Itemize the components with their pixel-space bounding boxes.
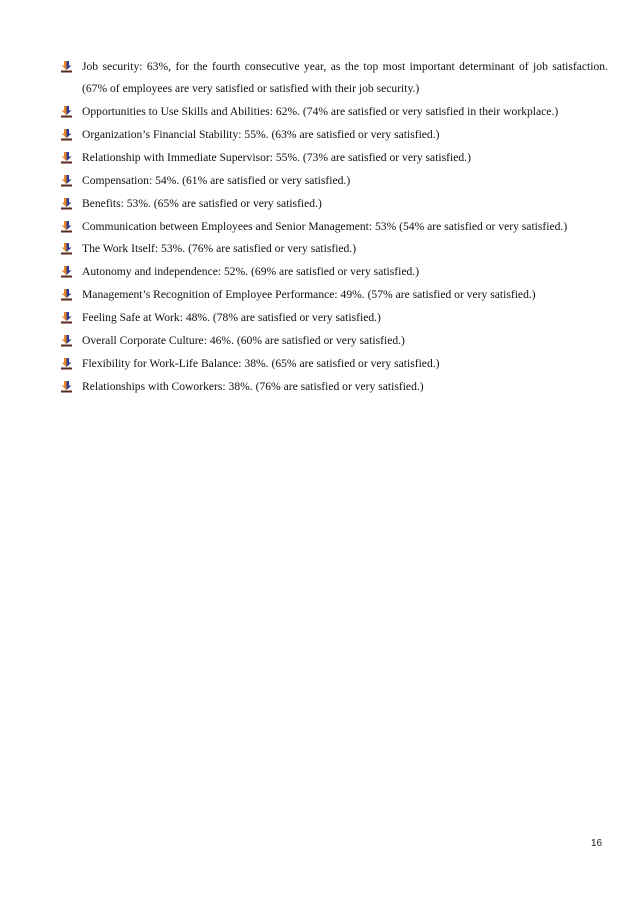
list-item-text: Compensation: 54%. (61% are satisfied or very satisfied.) [82,173,351,187]
satisfaction-determinants-list [60,56,608,399]
list-item [60,353,608,375]
list-item [60,101,608,123]
list-item-text: Organization’s Financial Stability: 55%. (63% are satisfied or very satisfied.) [82,127,440,141]
arrow-down-bullet-icon [60,265,73,278]
list-item-text: Job security: 63%, for the fourth consecutive year, as the top most important determinant of job satisfaction. (67% of employees are very satisfied or satisfied with their job security.) [82,60,608,95]
list-item-text: Relationships with Coworkers: 38%. (76% are satisfied or very satisfied.) [82,380,424,394]
arrow-down-bullet-icon [60,357,73,370]
arrow-down-bullet-icon [60,60,73,73]
page-number: 16 [591,838,603,849]
list-item [60,170,608,192]
list-item [60,124,608,146]
arrow-down-bullet-icon [60,242,73,255]
list-item [60,307,608,329]
arrow-down-bullet-icon [60,220,73,233]
list-item [60,216,608,238]
arrow-down-bullet-icon [60,105,73,118]
list-item-text: Benefits: 53%. (65% are satisfied or very satisfied.) [82,196,322,210]
list-item-text: Relationship with Immediate Supervisor: 55%. (73% are satisfied or very satisfied.) [82,150,471,164]
list-item-text: Overall Corporate Culture: 46%. (60% are satisfied or very satisfied.) [82,334,405,348]
arrow-down-bullet-icon [60,197,73,210]
list-item-text: Autonomy and independence: 52%. (69% are satisfied or very satisfied.) [82,265,420,279]
list-item [60,193,608,215]
list-item-text: Flexibility for Work-Life Balance: 38%. (65% are satisfied or very satisfied.) [82,357,440,371]
arrow-down-bullet-icon [60,334,73,347]
list-item-text: Management’s Recognition of Employee Performance: 49%. (57% are satisfied or very satisfied.) [82,288,536,302]
arrow-down-bullet-icon [60,380,73,393]
list-item [60,376,608,398]
list-item [60,238,608,260]
list-item-text: The Work Itself: 53%. (76% are satisfied or very satisfied.) [82,242,357,256]
list-item-text: Opportunities to Use Skills and Abilities: 62%. (74% are satisfied or very satisfied in their workplace.) [82,104,559,118]
list-item-text: Feeling Safe at Work: 48%. (78% are satisfied or very satisfied.) [82,311,381,325]
arrow-down-bullet-icon [60,288,73,301]
list-item [60,330,608,352]
list-item [60,261,608,283]
list-item [60,284,608,306]
arrow-down-bullet-icon [60,151,73,164]
arrow-down-bullet-icon [60,174,73,187]
list-item [60,147,608,169]
list-item-text: Communication between Employees and Senior Management: 53% (54% are satisfied or very satisfied.) [82,219,568,233]
arrow-down-bullet-icon [60,311,73,324]
list-item [60,56,608,99]
arrow-down-bullet-icon [60,128,73,141]
